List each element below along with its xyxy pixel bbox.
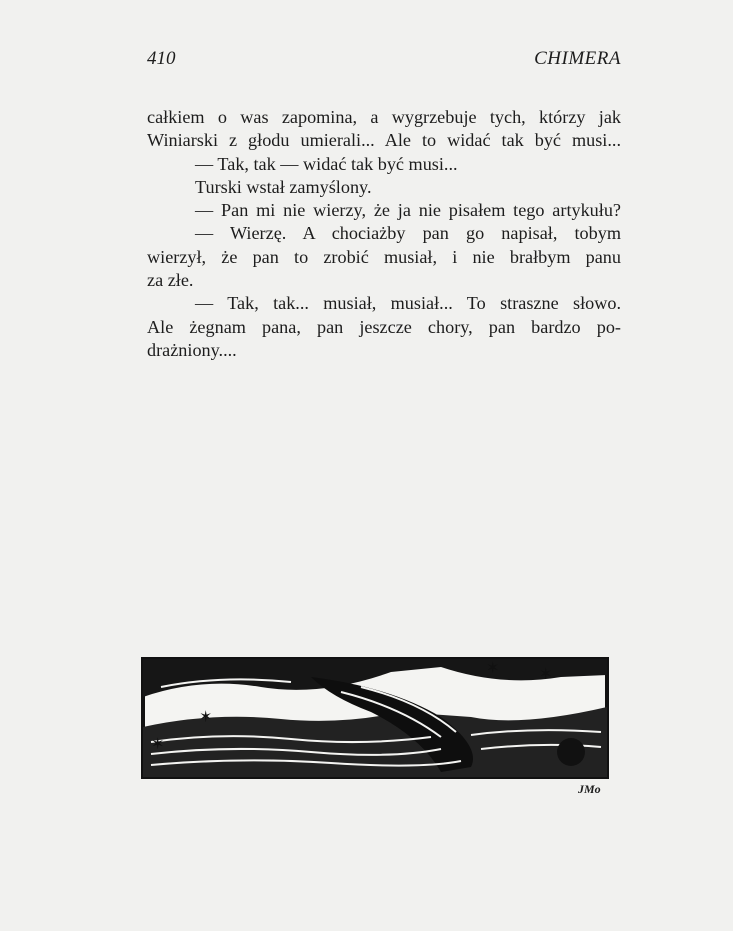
svg-text:✶: ✶ (486, 658, 500, 677)
page-number: 410 (147, 48, 176, 69)
woodcut-illustration (141, 657, 609, 779)
text-line: — Tak, tak... musiał, musiał... To straszne słowo. (195, 293, 621, 314)
text-line: wierzył, że pan to zrobić musiał, i nie brałbym panu (147, 246, 621, 267)
svg-text:✶: ✶ (539, 664, 553, 683)
text-line: całkiem o was zapomina, a wygrzebuje tych, którzy jak (147, 107, 621, 127)
running-head: CHIMERA (534, 48, 621, 69)
text-line: — Pan mi nie wierzy, że ja nie pisałem tego artykułu? (195, 200, 621, 221)
text-line: Winiarski z głodu umierali... Ale to widać tak być musi... (147, 130, 621, 151)
text-line: Turski wstał zamyślony. (195, 176, 372, 197)
text-line: drażniony.... (147, 339, 237, 360)
artist-signature: JMo (578, 782, 601, 796)
text-line: za złe. (147, 270, 194, 291)
svg-text:✶: ✶ (199, 707, 213, 726)
text-line: — Tak, tak — widać tak być musi... (195, 153, 458, 174)
text-line: Ale żegnam pana, pan jeszcze chory, pan bardzo po- (147, 316, 621, 337)
svg-text:✶: ✶ (151, 734, 165, 753)
text-line: — Wierzę. A chociażby pan go napisał, tobym (195, 223, 621, 244)
body-text (147, 106, 621, 362)
